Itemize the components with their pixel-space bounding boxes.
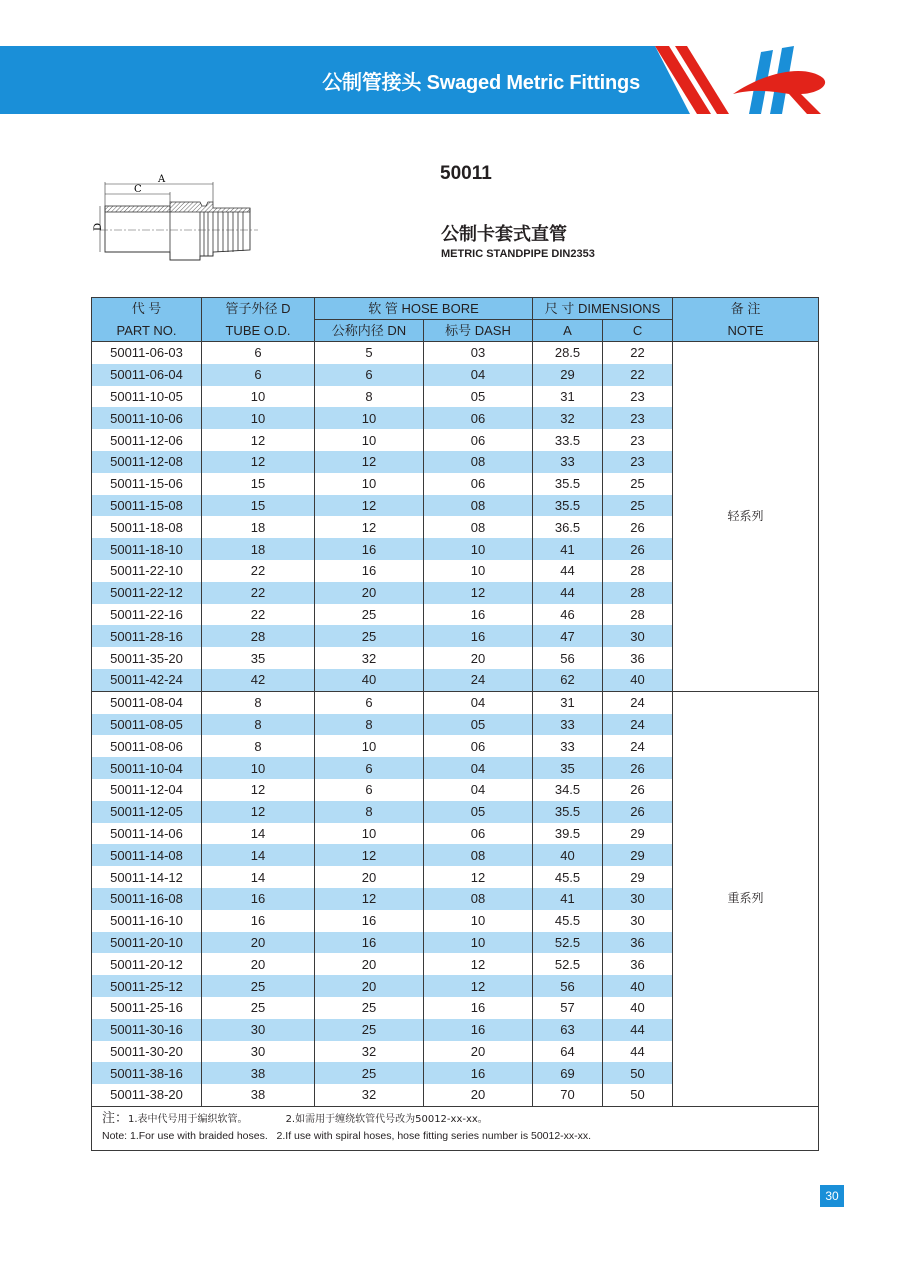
- cell-hose-dash: 08: [424, 516, 533, 538]
- cell-part-no: 50011-08-05: [92, 714, 202, 736]
- cell-part-no: 50011-22-16: [92, 604, 202, 626]
- cell-hose-dn: 5: [315, 342, 424, 364]
- cell-hose-dn: 8: [315, 801, 424, 823]
- cell-part-no: 50011-08-06: [92, 735, 202, 757]
- cell-tube-od: 14: [202, 823, 315, 845]
- cell-dim-a: 41: [533, 538, 603, 560]
- cell-hose-dn: 10: [315, 823, 424, 845]
- note-en-2: 2.If use with spiral hoses, hose fitting series number is 50012-xx-xx.: [276, 1129, 592, 1142]
- header-tube-cn: 管子外径 D: [202, 298, 315, 320]
- cell-tube-od: 10: [202, 386, 315, 408]
- cell-dim-a: 33.5: [533, 429, 603, 451]
- cell-hose-dn: 6: [315, 364, 424, 386]
- cell-hose-dash: 10: [424, 910, 533, 932]
- header-part-cn: 代 号: [92, 298, 202, 320]
- cell-part-no: 50011-22-10: [92, 560, 202, 582]
- header-note-en: NOTE: [673, 320, 819, 342]
- cell-tube-od: 30: [202, 1041, 315, 1063]
- header-row-1: [92, 298, 819, 320]
- cell-hose-dash: 06: [424, 407, 533, 429]
- cell-tube-od: 12: [202, 801, 315, 823]
- cell-dim-c: 23: [603, 386, 673, 408]
- cell-dim-a: 36.5: [533, 516, 603, 538]
- cell-part-no: 50011-15-08: [92, 495, 202, 517]
- cell-dim-c: 22: [603, 364, 673, 386]
- header-a: A: [533, 320, 603, 342]
- page-title: 公制管接头 Swaged Metric Fittings: [322, 71, 640, 94]
- cell-dim-a: 31: [533, 386, 603, 408]
- cell-hose-dash: 04: [424, 779, 533, 801]
- cell-hose-dn: 12: [315, 516, 424, 538]
- cell-part-no: 50011-30-16: [92, 1019, 202, 1041]
- cell-dim-a: 33: [533, 714, 603, 736]
- cell-hose-dn: 25: [315, 625, 424, 647]
- cell-part-no: 50011-08-04: [92, 691, 202, 713]
- cell-tube-od: 6: [202, 342, 315, 364]
- cell-hose-dash: 08: [424, 888, 533, 910]
- cell-part-no: 50011-16-10: [92, 910, 202, 932]
- cell-hose-dn: 16: [315, 910, 424, 932]
- cell-dim-a: 33: [533, 735, 603, 757]
- cell-hose-dash: 24: [424, 669, 533, 691]
- cell-dim-c: 24: [603, 714, 673, 736]
- cell-hose-dash: 03: [424, 342, 533, 364]
- cell-hose-dn: 25: [315, 1019, 424, 1041]
- cell-hose-dn: 20: [315, 866, 424, 888]
- cell-hose-dash: 06: [424, 823, 533, 845]
- cell-dim-a: 33: [533, 451, 603, 473]
- cell-part-no: 50011-20-12: [92, 953, 202, 975]
- dim-label-c: C: [134, 184, 142, 195]
- notes-cell: [92, 1106, 819, 1150]
- cell-tube-od: 18: [202, 516, 315, 538]
- cell-dim-c: 26: [603, 801, 673, 823]
- cell-part-no: 50011-14-08: [92, 844, 202, 866]
- cell-dim-a: 35.5: [533, 473, 603, 495]
- cell-dim-c: 25: [603, 495, 673, 517]
- cell-tube-od: 14: [202, 844, 315, 866]
- fitting-drawing: [93, 172, 260, 262]
- cell-dim-a: 63: [533, 1019, 603, 1041]
- cell-dim-c: 29: [603, 823, 673, 845]
- cell-part-no: 50011-38-16: [92, 1062, 202, 1084]
- cell-dim-a: 52.5: [533, 953, 603, 975]
- cell-part-no: 50011-15-06: [92, 473, 202, 495]
- cell-dim-a: 32: [533, 407, 603, 429]
- cell-tube-od: 10: [202, 407, 315, 429]
- cell-hose-dn: 12: [315, 888, 424, 910]
- cell-part-no: 50011-10-04: [92, 757, 202, 779]
- cell-part-no: 50011-38-20: [92, 1084, 202, 1106]
- cell-dim-c: 24: [603, 691, 673, 713]
- header-c: C: [603, 320, 673, 342]
- cell-hose-dash: 20: [424, 1041, 533, 1063]
- table-row: [92, 342, 819, 364]
- cell-dim-c: 36: [603, 953, 673, 975]
- cell-hose-dn: 25: [315, 604, 424, 626]
- cell-dim-a: 41: [533, 888, 603, 910]
- cell-dim-c: 44: [603, 1019, 673, 1041]
- cell-dim-c: 23: [603, 451, 673, 473]
- cell-hose-dn: 6: [315, 691, 424, 713]
- cell-tube-od: 25: [202, 975, 315, 997]
- cell-hose-dn: 16: [315, 932, 424, 954]
- notes-lead: 注：: [102, 1110, 129, 1126]
- cell-hose-dash: 06: [424, 473, 533, 495]
- cell-dim-c: 29: [603, 866, 673, 888]
- cell-hose-dash: 06: [424, 429, 533, 451]
- series-note: 重系列: [673, 691, 819, 1106]
- cell-hose-dn: 32: [315, 1084, 424, 1106]
- cell-dim-c: 30: [603, 910, 673, 932]
- cell-tube-od: 12: [202, 451, 315, 473]
- cell-part-no: 50011-10-05: [92, 386, 202, 408]
- cell-dim-a: 34.5: [533, 779, 603, 801]
- cell-hose-dash: 20: [424, 1084, 533, 1106]
- cell-tube-od: 30: [202, 1019, 315, 1041]
- header-dimensions: 尺 寸 DIMENSIONS: [533, 298, 673, 320]
- cell-dim-c: 25: [603, 473, 673, 495]
- cell-part-no: 50011-06-03: [92, 342, 202, 364]
- cell-hose-dn: 16: [315, 538, 424, 560]
- cell-hose-dash: 08: [424, 844, 533, 866]
- cell-dim-a: 56: [533, 975, 603, 997]
- cell-hose-dash: 16: [424, 625, 533, 647]
- cell-dim-c: 29: [603, 844, 673, 866]
- cell-part-no: 50011-25-12: [92, 975, 202, 997]
- series-note: 轻系列: [673, 342, 819, 692]
- cell-dim-a: 45.5: [533, 866, 603, 888]
- cell-dim-a: 39.5: [533, 823, 603, 845]
- cell-part-no: 50011-12-06: [92, 429, 202, 451]
- note-en-1: Note: 1.For use with braided hoses.: [102, 1129, 268, 1142]
- cell-dim-a: 70: [533, 1084, 603, 1106]
- cell-dim-c: 50: [603, 1084, 673, 1106]
- product-name-cn: 公制卡套式直管: [441, 224, 567, 245]
- cell-hose-dn: 12: [315, 495, 424, 517]
- cell-dim-c: 23: [603, 407, 673, 429]
- cell-dim-a: 62: [533, 669, 603, 691]
- page-number: 30: [820, 1185, 844, 1207]
- cell-hose-dn: 6: [315, 779, 424, 801]
- cell-tube-od: 16: [202, 910, 315, 932]
- cell-dim-c: 44: [603, 1041, 673, 1063]
- cell-part-no: 50011-12-05: [92, 801, 202, 823]
- header-part-en: PART NO.: [92, 320, 202, 342]
- cell-dim-c: 23: [603, 429, 673, 451]
- cell-dim-a: 52.5: [533, 932, 603, 954]
- cell-hose-dash: 06: [424, 735, 533, 757]
- cell-dim-c: 28: [603, 604, 673, 626]
- notes-cn: [102, 1111, 808, 1128]
- cell-hose-dash: 10: [424, 560, 533, 582]
- notes-en: [102, 1128, 808, 1144]
- cell-dim-c: 40: [603, 997, 673, 1019]
- cell-tube-od: 22: [202, 604, 315, 626]
- cell-hose-dn: 10: [315, 407, 424, 429]
- cell-hose-dash: 16: [424, 1062, 533, 1084]
- cell-tube-od: 12: [202, 429, 315, 451]
- cell-hose-dash: 05: [424, 714, 533, 736]
- cell-hose-dash: 08: [424, 495, 533, 517]
- cell-part-no: 50011-14-06: [92, 823, 202, 845]
- cell-tube-od: 10: [202, 757, 315, 779]
- cell-hose-dash: 08: [424, 451, 533, 473]
- product-code: 50011: [440, 163, 492, 184]
- cell-dim-a: 47: [533, 625, 603, 647]
- cell-hose-dn: 32: [315, 1041, 424, 1063]
- cell-dim-a: 56: [533, 647, 603, 669]
- header-row-2: [92, 320, 819, 342]
- table-row: [92, 691, 819, 713]
- cell-hose-dash: 12: [424, 953, 533, 975]
- cell-tube-od: 35: [202, 647, 315, 669]
- cell-hose-dn: 32: [315, 647, 424, 669]
- header-tube-en: TUBE O.D.: [202, 320, 315, 342]
- cell-dim-c: 40: [603, 669, 673, 691]
- cell-part-no: 50011-30-20: [92, 1041, 202, 1063]
- hr-logo-icon: [655, 42, 835, 120]
- cell-dim-c: 22: [603, 342, 673, 364]
- dim-label-a: A: [158, 174, 166, 185]
- cell-hose-dash: 05: [424, 386, 533, 408]
- cell-tube-od: 20: [202, 932, 315, 954]
- cell-dim-c: 26: [603, 538, 673, 560]
- cell-hose-dn: 20: [315, 582, 424, 604]
- cell-dim-c: 26: [603, 516, 673, 538]
- cell-hose-dash: 04: [424, 757, 533, 779]
- cell-hose-dn: 8: [315, 386, 424, 408]
- cell-dim-a: 46: [533, 604, 603, 626]
- cell-hose-dn: 20: [315, 953, 424, 975]
- header-hose-bore: 软 管 HOSE BORE: [315, 298, 533, 320]
- cell-hose-dash: 04: [424, 364, 533, 386]
- cell-tube-od: 12: [202, 779, 315, 801]
- cell-tube-od: 15: [202, 495, 315, 517]
- cell-tube-od: 8: [202, 691, 315, 713]
- cell-part-no: 50011-12-08: [92, 451, 202, 473]
- cell-tube-od: 22: [202, 560, 315, 582]
- cell-hose-dash: 05: [424, 801, 533, 823]
- cell-hose-dn: 8: [315, 714, 424, 736]
- cell-part-no: 50011-35-20: [92, 647, 202, 669]
- header-note-cn: 备 注: [673, 298, 819, 320]
- cell-tube-od: 16: [202, 888, 315, 910]
- cell-part-no: 50011-20-10: [92, 932, 202, 954]
- cell-hose-dn: 6: [315, 757, 424, 779]
- cell-hose-dash: 04: [424, 691, 533, 713]
- cell-hose-dn: 25: [315, 997, 424, 1019]
- cell-dim-c: 50: [603, 1062, 673, 1084]
- cell-tube-od: 20: [202, 953, 315, 975]
- cell-hose-dn: 20: [315, 975, 424, 997]
- cell-dim-c: 36: [603, 932, 673, 954]
- cell-tube-od: 42: [202, 669, 315, 691]
- cell-hose-dash: 12: [424, 582, 533, 604]
- cell-hose-dn: 25: [315, 1062, 424, 1084]
- notes-row: [92, 1106, 819, 1150]
- cell-part-no: 50011-14-12: [92, 866, 202, 888]
- cell-dim-c: 40: [603, 975, 673, 997]
- cell-tube-od: 22: [202, 582, 315, 604]
- cell-dim-a: 35.5: [533, 801, 603, 823]
- cell-tube-od: 38: [202, 1084, 315, 1106]
- header-dash: 标号 DASH: [424, 320, 533, 342]
- cell-dim-a: 40: [533, 844, 603, 866]
- cell-hose-dash: 12: [424, 975, 533, 997]
- cell-dim-c: 36: [603, 647, 673, 669]
- cell-dim-c: 30: [603, 625, 673, 647]
- cell-hose-dash: 20: [424, 647, 533, 669]
- cell-tube-od: 38: [202, 1062, 315, 1084]
- note-cn-2: 2.如需用于缠绕软管代号改为50012-xx-xx。: [285, 1113, 488, 1125]
- cell-dim-a: 57: [533, 997, 603, 1019]
- cell-dim-a: 64: [533, 1041, 603, 1063]
- cell-hose-dash: 16: [424, 1019, 533, 1041]
- cell-hose-dash: 10: [424, 932, 533, 954]
- cell-hose-dn: 40: [315, 669, 424, 691]
- note-cn-1: 1.表中代号用于编织软管。: [128, 1113, 248, 1125]
- cell-dim-c: 28: [603, 560, 673, 582]
- cell-dim-a: 35.5: [533, 495, 603, 517]
- cell-part-no: 50011-25-16: [92, 997, 202, 1019]
- cell-tube-od: 25: [202, 997, 315, 1019]
- cell-part-no: 50011-06-04: [92, 364, 202, 386]
- cell-dim-c: 26: [603, 757, 673, 779]
- cell-hose-dash: 10: [424, 538, 533, 560]
- cell-dim-c: 28: [603, 582, 673, 604]
- cell-part-no: 50011-18-08: [92, 516, 202, 538]
- cell-tube-od: 8: [202, 735, 315, 757]
- cell-part-no: 50011-28-16: [92, 625, 202, 647]
- cell-dim-a: 45.5: [533, 910, 603, 932]
- cell-tube-od: 14: [202, 866, 315, 888]
- cell-dim-a: 35: [533, 757, 603, 779]
- cell-dim-a: 29: [533, 364, 603, 386]
- cell-dim-c: 26: [603, 779, 673, 801]
- cell-dim-a: 69: [533, 1062, 603, 1084]
- cell-hose-dash: 16: [424, 997, 533, 1019]
- cell-dim-a: 44: [533, 560, 603, 582]
- cell-part-no: 50011-16-08: [92, 888, 202, 910]
- table-body: [92, 342, 819, 1107]
- cell-dim-a: 44: [533, 582, 603, 604]
- cell-hose-dn: 10: [315, 473, 424, 495]
- cell-hose-dn: 16: [315, 560, 424, 582]
- cell-dim-a: 28.5: [533, 342, 603, 364]
- cell-hose-dash: 16: [424, 604, 533, 626]
- cell-hose-dn: 10: [315, 429, 424, 451]
- cell-tube-od: 15: [202, 473, 315, 495]
- cell-dim-c: 30: [603, 888, 673, 910]
- cell-tube-od: 6: [202, 364, 315, 386]
- cell-dim-a: 31: [533, 691, 603, 713]
- cell-part-no: 50011-18-10: [92, 538, 202, 560]
- product-name-en: METRIC STANDPIPE DIN2353: [441, 248, 595, 260]
- header-dn: 公称内径 DN: [315, 320, 424, 342]
- cell-part-no: 50011-12-04: [92, 779, 202, 801]
- cell-hose-dn: 10: [315, 735, 424, 757]
- cell-hose-dn: 12: [315, 451, 424, 473]
- spec-table: [91, 297, 819, 1151]
- cell-part-no: 50011-42-24: [92, 669, 202, 691]
- cell-part-no: 50011-10-06: [92, 407, 202, 429]
- cell-tube-od: 28: [202, 625, 315, 647]
- dim-label-d: D: [93, 222, 104, 231]
- cell-dim-c: 24: [603, 735, 673, 757]
- cell-tube-od: 8: [202, 714, 315, 736]
- cell-hose-dn: 12: [315, 844, 424, 866]
- cell-hose-dash: 12: [424, 866, 533, 888]
- cell-part-no: 50011-22-12: [92, 582, 202, 604]
- cell-tube-od: 18: [202, 538, 315, 560]
